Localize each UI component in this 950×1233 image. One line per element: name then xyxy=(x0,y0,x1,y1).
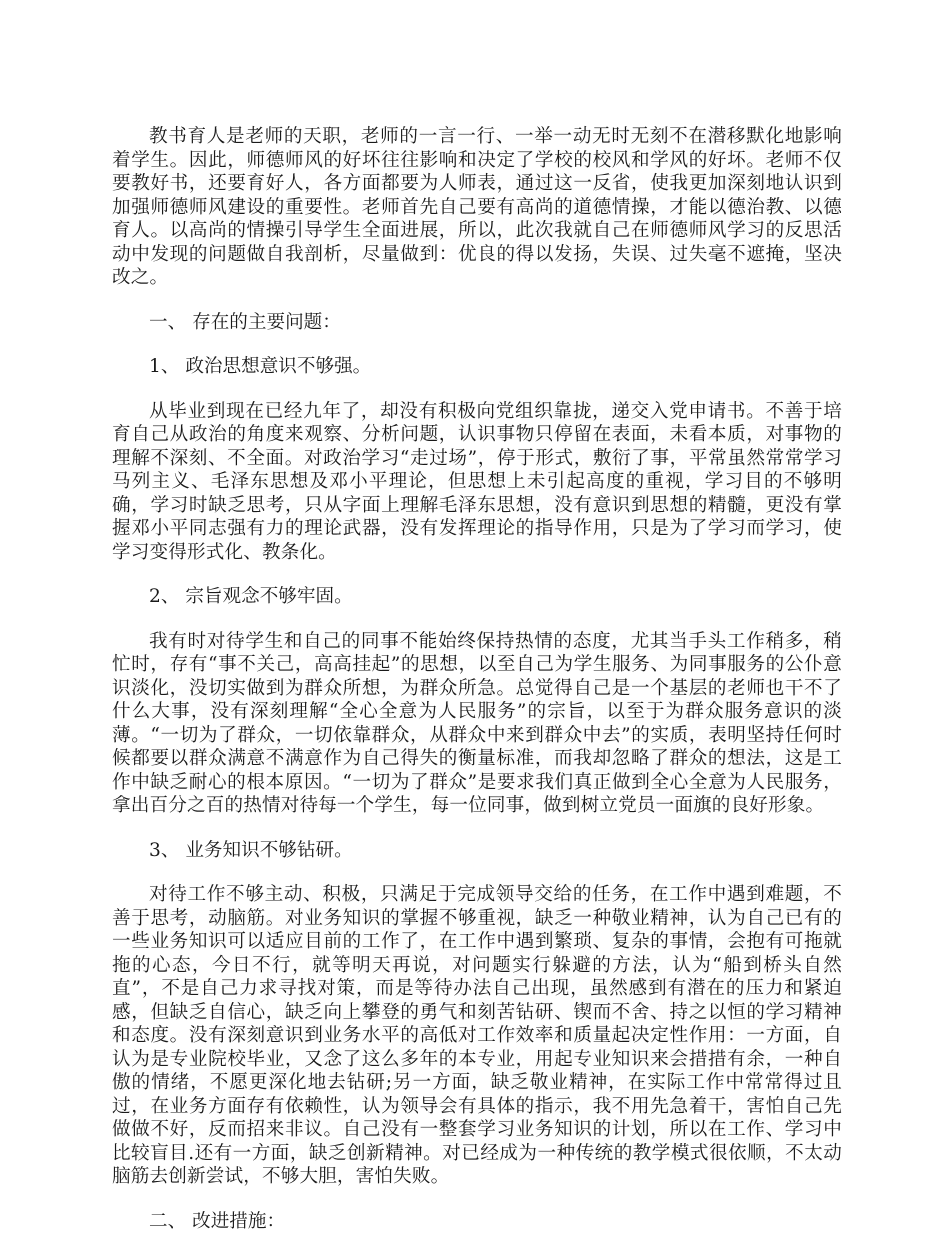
item-heading-professional: 3、 业务知识不够钻研。 xyxy=(112,839,842,863)
item-body-politics: 从毕业到现在已经九年了，却没有积极向党组织靠拢，递交入党申请书。不善于培育自己从政治的角度来观察、分析问题，认识事物只停留在表面，未看本质，对事物的理解不深刻、不全面。对政治学习“走过场”，停于形式，敷衍了事，平常虽然常常学习马列主义、毛泽东思想及邓小平理论，但思想上未引起高度的重视，学习目的不够明确，学习时缺乏思考，只从字面上理解毛泽东思想，没有意识到思想的精髓，更没有掌握邓小平同志强有力的理论武器，没有发挥理论的指导作用，只是为了学习而学习，使学习变得形式化、教条化。 xyxy=(112,400,842,565)
item-body-purpose: 我有时对待学生和自己的同事不能始终保持热情的态度，尤其当手头工作稍多，稍忙时，存有“事不关己，高高挂起”的思想，以至自己为学生服务、为同事服务的公仆意识淡化，没切实做到为群众所想，为群众所急。总觉得自己是一个基层的老师也干不了什么大事，没有深刻理解“全心全意为人民服务”的宗旨，以至于为群众服务意识的淡薄。“一切为了群众，一切依靠群众，从群众中来到群众中去”的实质，表明坚持任何时候都要以群众满意不满意作为自己得失的衡量标准，而我却忽略了群众的想法，这是工作中缺乏耐心的根本原因。“一切为了群众”是要求我们真正做到全心全意为人民服务，拿出百分之百的热情对待每一个学生，每一位同事，做到树立党员一面旗的良好形象。 xyxy=(112,630,842,818)
section-heading-measures: 二、 改进措施： xyxy=(112,1210,842,1233)
item-body-professional: 对待工作不够主动、积极，只满足于完成领导交给的任务，在工作中遇到难题，不善于思考，动脑筋。对业务知识的掌握不够重视，缺乏一种敬业精神，认为自己已有的一些业务知识可以适应目前的工作了，在工作中遇到繁琐、复杂的事情，会抱有可拖就拖的心态，今日不行，就等明天再说，对问题实行躲避的方法，认为“船到桥头自然直”，不是自己力求寻找对策，而是等待办法自己出现，虽然感到有潜在的压力和紧迫感，但缺乏自信心，缺乏向上攀登的勇气和刻苦钻研、锲而不舍、持之以恒的学习精神和态度。没有深刻意识到业务水平的高低对工作效率和质量起决定性作用：一方面，自认为是专业院校毕业，又念了这么多年的本专业，用起专业知识来会措措有余，一种自傲的情绪，不愿更深化地去钻研;另一方面，缺乏敬业精神，在实际工作中常常得过且过，在业务方面存有依赖性，认为领导会有具体的指示，我不用先急着干，害怕自己先做做不好，反而招来非议。自己没有一整套学习业务知识的计划，所以在工作、学习中比较盲目.还有一方面，缺乏创新精神。对已经成为一种传统的教学模式很依顺，不太动脑筋去创新尝试，不够大胆，害怕失败。 xyxy=(112,883,842,1189)
intro-paragraph: 教书育人是老师的天职，老师的一言一行、一举一动无时无刻不在潜移默化地影响着学生。因此，师德师风的好坏往往影响和决定了学校的校风和学风的好坏。老师不仅要教好书，还要育好人，各方面都要为人师表，通过这一反省，使我更加深刻地认识到加强师德师风建设的重要性。老师首先自己要有高尚的道德情操，才能以德治教、以德育人。以高尚的情操引导学生全面进展，所以，此次我就自己在师德师风学习的反思活动中发现的问题做自我剖析，尽量做到：优良的得以发扬，失误、过失毫不遮掩，坚决改之。 xyxy=(112,125,842,290)
document-page xyxy=(112,125,842,1233)
item-heading-purpose: 2、 宗旨观念不够牢固。 xyxy=(112,585,842,609)
item-heading-politics: 1、 政治思想意识不够强。 xyxy=(112,355,842,379)
section-heading-problems: 一、 存在的主要问题： xyxy=(112,311,842,335)
